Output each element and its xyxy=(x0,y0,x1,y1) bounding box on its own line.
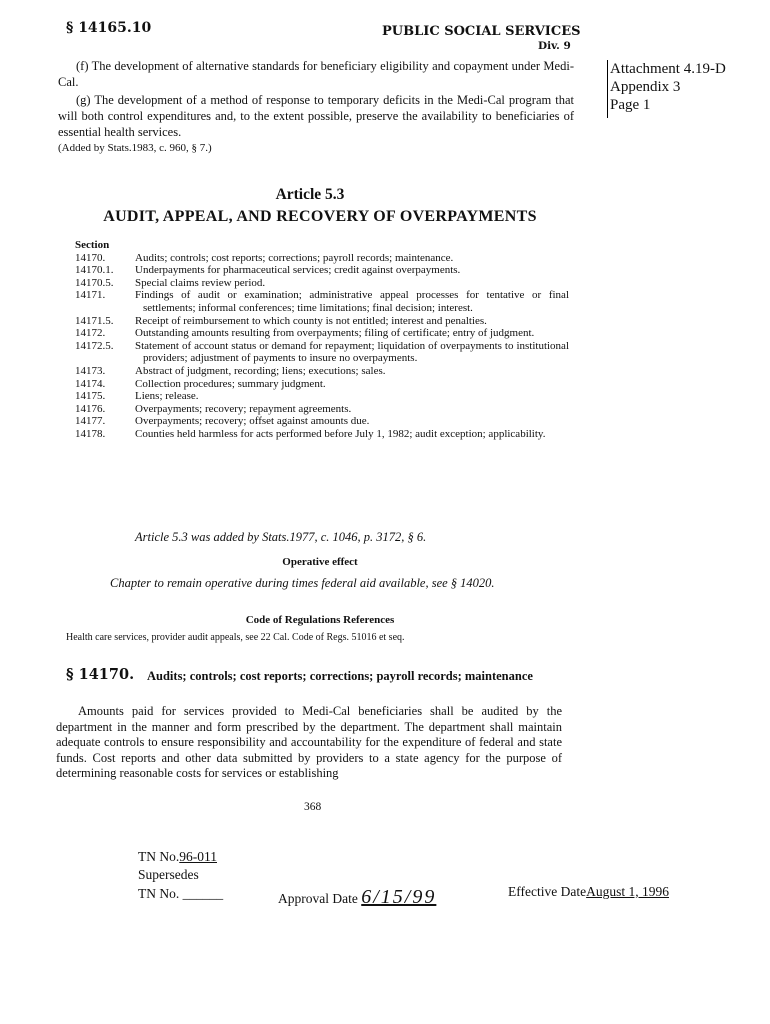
page-line: Page 1 xyxy=(610,97,651,113)
section-body: Amounts paid for services provided to Medi-Cal beneficiaries shall be audited by the department in the manner and form prescribed by the department. The department shall maintain adequate controls to ensure responsibility and accountability for the expenditure of federal and state funds. Cost reports and other data submitted by providers to a state agency for the purpose of determining reasonable costs for services or establishing xyxy=(56,704,562,780)
tn-label: TN No. xyxy=(138,849,180,864)
effective-label: Effective Date xyxy=(508,884,587,899)
section-number: 14174. xyxy=(75,377,106,390)
section-caption: Special claims review period. xyxy=(135,276,266,289)
added-citation: (Added by Stats.1983, c. 960, § 7.) xyxy=(58,142,212,154)
tn2-value: ______ xyxy=(182,886,224,901)
supersedes-label: Supersedes xyxy=(138,867,199,882)
tn-value: 96-011 xyxy=(179,849,217,864)
section-list-item xyxy=(75,315,569,328)
section-number: 14172.5. xyxy=(75,339,114,352)
section-list-item xyxy=(75,289,569,314)
section-list xyxy=(75,239,569,441)
running-title: PUBLIC SOCIAL SERVICES xyxy=(382,24,581,39)
regs-text: Health care services, provider audit appeals, see 22 Cal. Code of Regs. 51016 et seq. xyxy=(66,632,405,643)
section-list-item xyxy=(75,415,569,428)
paragraph-f: (f) The development of alternative standards for beneficiary eligibility and copayment under Medi-Cal. xyxy=(58,59,574,89)
effective-value: August 1, 1996 xyxy=(586,884,669,899)
page-number: 368 xyxy=(304,801,322,813)
section-number: 14173. xyxy=(75,364,106,377)
tn-line xyxy=(138,849,217,865)
section-list-item xyxy=(75,403,569,416)
section-caption: Collection procedures; summary judgment. xyxy=(135,377,326,390)
article-number: Article 5.3 xyxy=(275,186,345,203)
section-caption: Statement of account status or demand for repayment; liquidation of overpayments to institutional providers; adjustment of payments to insure no overpayments. xyxy=(135,339,569,365)
section-caption: Overpayments; recovery; repayment agreements. xyxy=(135,402,352,415)
section-caption: Findings of audit or examination; administrative appeal processes for tentative or final settlements; informal conferences; time limitations; final decision; interest. xyxy=(135,289,569,314)
article-added-note: Article 5.3 was added by Stats.1977, c. 1046, p. 3172, § 6. xyxy=(135,530,427,544)
regs-heading: Code of Regulations References xyxy=(245,614,395,626)
section-number: 14172. xyxy=(75,327,106,340)
division-label: Div. 9 xyxy=(538,40,571,52)
section-caption: Receipt of reimbursement to which county is not entitled; interest and penalties. xyxy=(135,314,487,327)
attachment-block xyxy=(607,60,726,118)
appendix-line: Appendix 3 xyxy=(610,79,681,95)
section-caption: Overpayments; recovery; offset against amounts due. xyxy=(135,415,370,428)
section-title: Audits; controls; cost reports; corrections; payroll records; maintenance xyxy=(147,669,533,683)
section-number: 14171.5. xyxy=(75,314,114,327)
tn2-label: TN No. xyxy=(138,886,180,901)
section-code: § 14165.10 xyxy=(66,20,152,36)
section-number: 14177. xyxy=(75,415,106,428)
effective-line xyxy=(508,884,669,900)
section-caption: Counties held harmless for acts performed before July 1, 1982; audit exception; applicability. xyxy=(135,427,546,440)
tn2-line xyxy=(138,886,223,902)
operative-text: Chapter to remain operative during times federal aid available, see § 14020. xyxy=(110,576,495,590)
section-caption: Liens; release. xyxy=(135,390,199,403)
section-list-item xyxy=(75,277,569,290)
section-caption: Outstanding amounts resulting from overpayments; filing of certificate; entry of judgment. xyxy=(135,327,535,340)
section-caption: Audits; controls; cost reports; corrections; payroll records; maintenance. xyxy=(135,251,454,264)
section-caption: Underpayments for pharmaceutical services; credit against overpayments. xyxy=(135,264,461,277)
approval-label: Approval Date xyxy=(278,891,358,906)
approval-line xyxy=(278,886,436,909)
section-list-item xyxy=(75,390,569,403)
section-number: 14175. xyxy=(75,390,106,403)
section-list-item xyxy=(75,428,569,441)
section-list-item xyxy=(75,264,569,277)
section-heading: Section xyxy=(75,239,110,251)
section-number: 14170.1. xyxy=(75,264,114,277)
section-number: 14171. xyxy=(75,289,106,302)
section-label: § 14170. xyxy=(66,666,135,683)
section-number: 14176. xyxy=(75,402,106,415)
intro-block xyxy=(58,58,574,156)
section-number: 14178. xyxy=(75,427,106,440)
operative-heading: Operative effect xyxy=(282,556,358,568)
section-number: 14170.5. xyxy=(75,276,114,289)
approval-value: 6/15/99 xyxy=(361,886,437,908)
paragraph-g: (g) The development of a method of response to temporary deficits in the Medi-Cal program that will both control expenditures and, to the extent possible, preserve the availability to beneficiaries of essential health services. xyxy=(58,93,574,139)
attachment-line: Attachment 4.19-D xyxy=(610,61,726,77)
section-list-item xyxy=(75,365,569,378)
section-list-item xyxy=(75,327,569,340)
article-title: AUDIT, APPEAL, AND RECOVERY OF OVERPAYMENTS xyxy=(103,208,537,225)
section-caption: Abstract of judgment, recording; liens; executions; sales. xyxy=(135,364,386,377)
section-list-item xyxy=(75,378,569,391)
section-list-item xyxy=(75,340,569,365)
section-list-item xyxy=(75,252,569,265)
section-number: 14170. xyxy=(75,251,106,264)
